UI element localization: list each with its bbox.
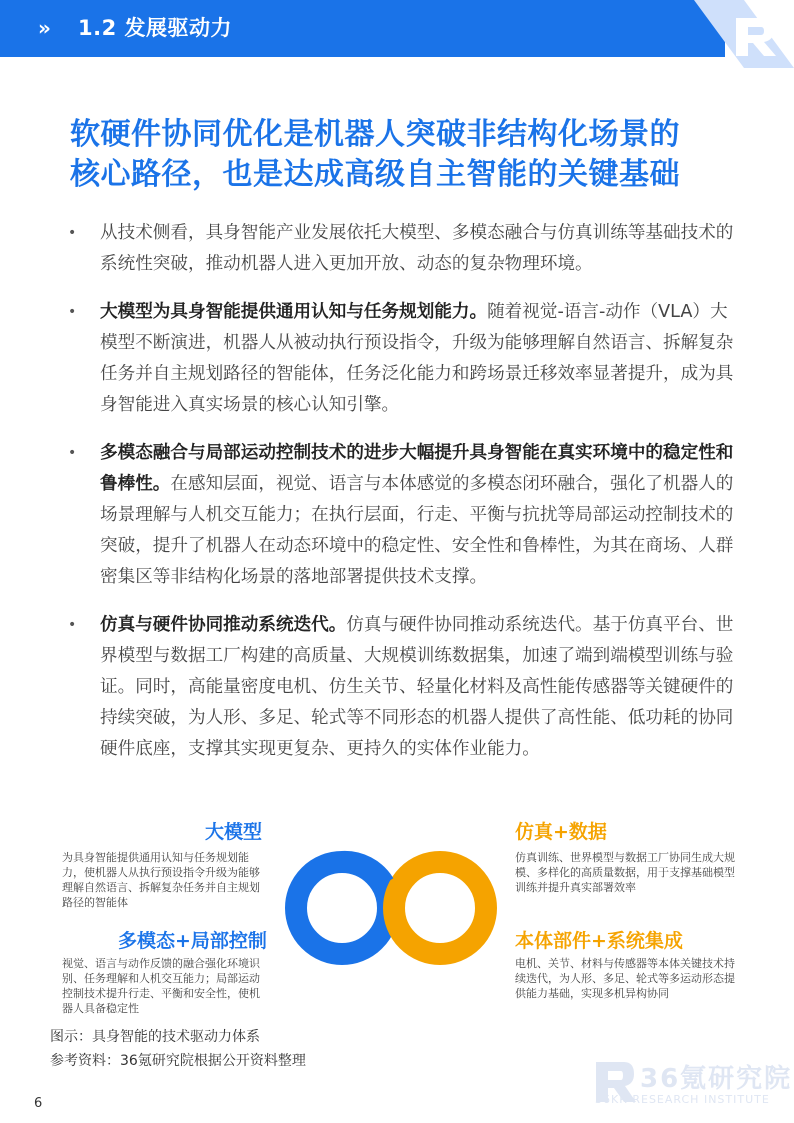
watermark-subtitle: 36KR RESEARCH INSTITUTE xyxy=(595,1093,770,1106)
section-title: 1.2 发展驱动力 xyxy=(78,16,233,40)
bullet-item xyxy=(62,297,742,421)
bullet-dot-icon: • xyxy=(68,304,77,320)
bullet-dot-icon: • xyxy=(68,617,77,633)
bullet-text: 随着视觉-语言-动作（VLA）大模型不断演进，机器人从被动执行预设指令，升级为能够理解自然语言、拆解复杂任务并自主规划路径的智能体，任务泛化能力和跨场景迁移效率显著提升，成为具身智能进入真实场景的核心认知引擎。 xyxy=(100,302,734,415)
figure-caption: 图示：具身智能的技术驱动力体系 xyxy=(50,1029,260,1045)
bullet-item xyxy=(62,438,742,593)
section-header-bar xyxy=(0,0,725,57)
bullet-bold: 多模态融合与局部运动控制技术的进步大幅提升具身智能在真实环境中的稳定性和鲁棒性。 xyxy=(100,443,734,494)
page-number: 6 xyxy=(34,1096,43,1111)
bullet-item xyxy=(62,610,742,765)
headline-line-1: 软硬件协同优化是机器人突破非结构化场景的 xyxy=(70,117,680,152)
bullet-dot-icon: • xyxy=(68,445,77,461)
diagram-desc-hardware: 电机、关节、材料与传感器等本体关键技术持续迭代，为人形、多足、轮式等多运动形态提供能力基础，实现多机异构协同 xyxy=(515,957,735,1000)
brand-logo-icon xyxy=(674,0,794,68)
diagram-title-multimodal: 多模态+局部控制 xyxy=(118,930,267,952)
bullet-bold: 仿真与硬件协同推动系统迭代。 xyxy=(100,615,347,635)
bullet-bold: 大模型为具身智能提供通用认知与任务规划能力。 xyxy=(100,302,488,322)
bullet-dot-icon: • xyxy=(68,225,77,241)
bullet-list xyxy=(62,218,742,782)
diagram-title-hardware: 本体部件+系统集成 xyxy=(515,930,683,952)
driver-diagram xyxy=(0,818,794,1018)
headline-line-2: 核心路径，也是达成高级自主智能的关键基础 xyxy=(70,157,680,192)
bullet-text: 从技术侧看，具身智能产业发展依托大模型、多模态融合与仿真训练等基础技术的系统性突破，推动机器人进入更加开放、动态的复杂物理环境。 xyxy=(100,223,734,274)
watermark-name: 36氪研究院 xyxy=(640,1064,793,1094)
bullet-item xyxy=(62,218,742,280)
diagram-desc-large-model: 为具身智能提供通用认知与任务规划能力，使机器人从执行预设指令升级为能够理解自然语言、拆解复杂任务并自主规划路径的智能体 xyxy=(62,851,260,909)
page-headline xyxy=(70,115,750,195)
infinity-loop-icon xyxy=(284,844,498,972)
bullet-text: 在感知层面，视觉、语言与本体感觉的多模态闭环融合，强化了机器人的场景理解与人机交互能力；在执行层面，行走、平衡与抗扰等局部运动控制技术的突破，提升了机器人在动态环境中的稳定性、安全性和鲁棒性，为其在商场、人群密集区等非结构化场景的落地部署提供技术支撑。 xyxy=(100,474,734,587)
diagram-title-large-model: 大模型 xyxy=(205,821,263,843)
bullet-text: 仿真与硬件协同推动系统迭代。基于仿真平台、世界模型与数据工厂构建的高质量、大规模训练数据集，加速了端到端模型训练与验证。同时，高能量密度电机、仿生关节、轻量化材料及高性能传感器等关键硬件的持续突破，为人形、多足、轮式等不同形态的机器人提供了高性能、低功耗的协同硬件底座，支撑其实现更复杂、更持久的实体作业能力。 xyxy=(100,615,734,759)
chevron-right-icon: » xyxy=(38,16,51,40)
diagram-desc-multimodal: 视觉、语言与动作反馈的融合强化环境识别、任务理解和人机交互能力；局部运动控制技术提升行走、平衡和安全性，使机器人具备稳定性 xyxy=(62,957,260,1015)
diagram-title-simulation: 仿真+数据 xyxy=(515,821,607,843)
diagram-desc-simulation: 仿真训练、世界模型与数据工厂协同生成大规模、多样化的高质量数据，用于支撑基础模型训练并提升真实部署效率 xyxy=(515,851,735,894)
source-caption: 参考资料：36氪研究院根据公开资料整理 xyxy=(50,1053,306,1069)
